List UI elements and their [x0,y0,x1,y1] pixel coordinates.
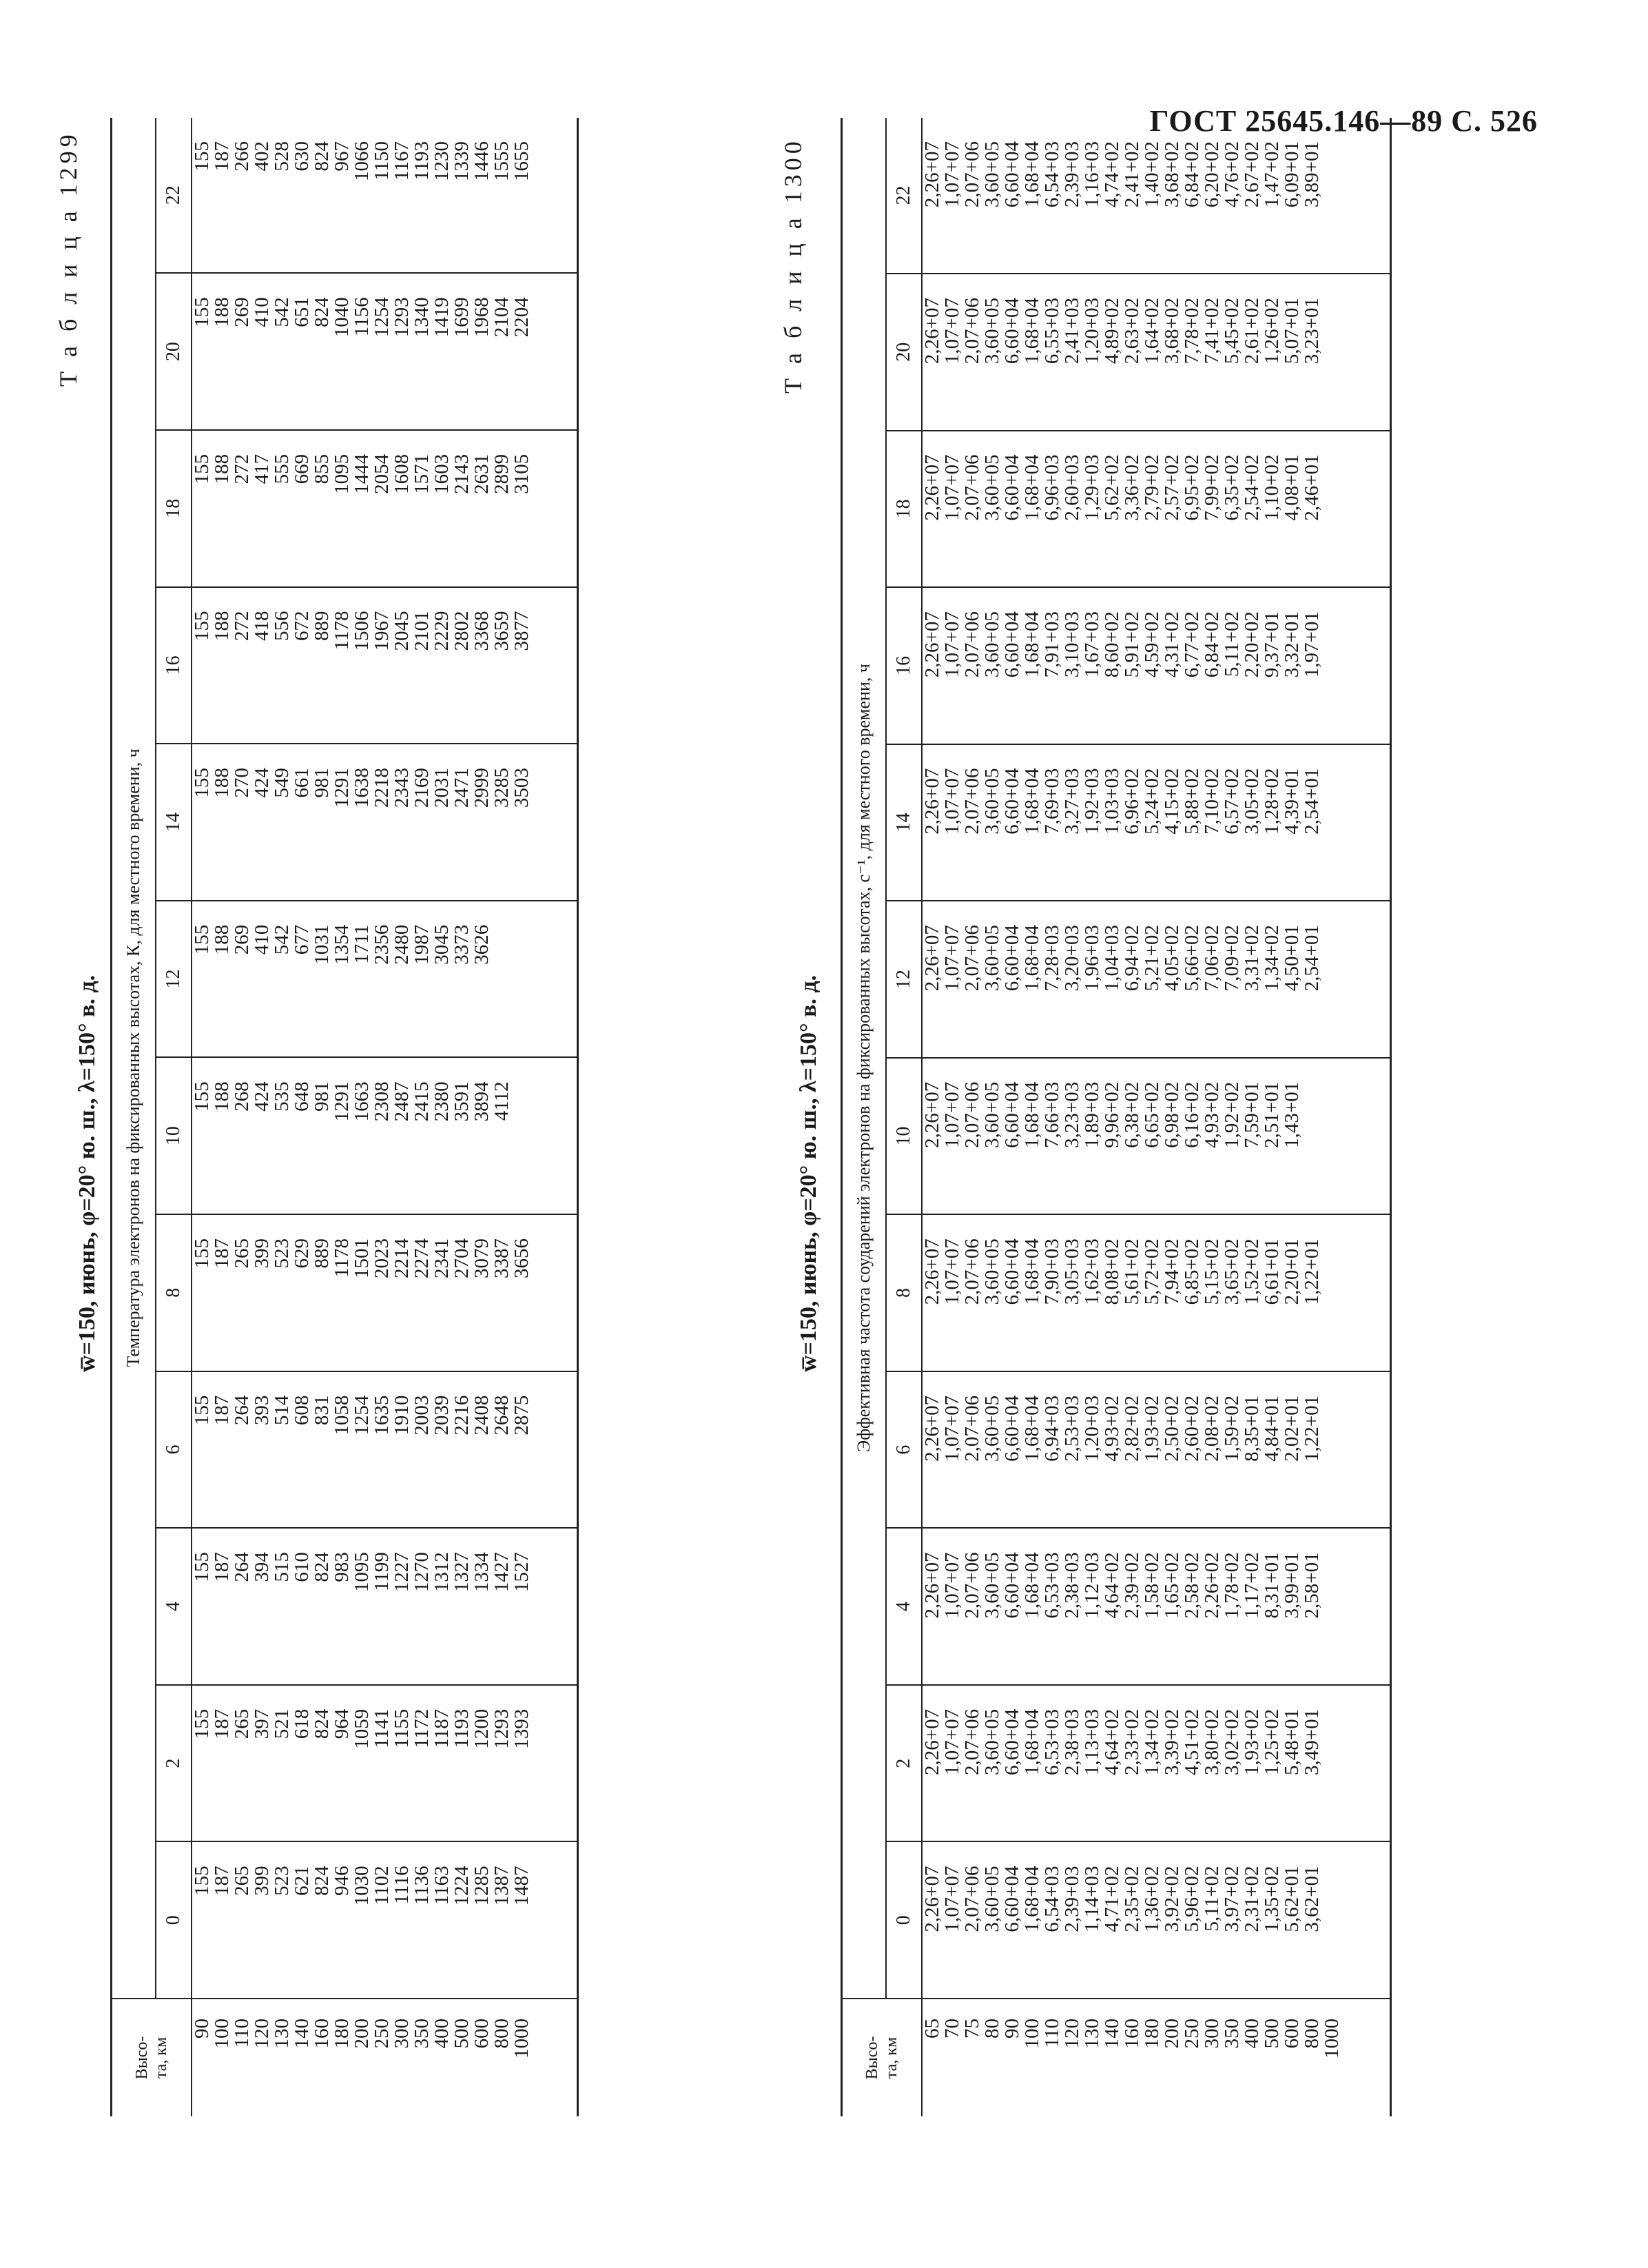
value-column: 2,26+07 1,07+07 2,07+06 3,60+05 6,60+04 1,68+04 6,53+03 2,38+03 1,13+03 4,64+02 2,33+02 1,34+02 3,39+02 4,51+02 3,80+02 3,02+02 1,93+02 1,25+02 5,48+01 3,49+01 [922,1685,1390,1842]
hour-header: 2 [886,1685,922,1842]
hour-header: 16 [156,587,192,744]
value-column: 2,26+07 1,07+07 2,07+06 3,60+05 6,60+04 1,68+04 6,54+03 2,39+03 1,16+03 4,74+02 2,41+02 1,40+02 3,68+02 6,84+02 6,20+02 4,76+02 2,67+02 1,47+02 6,09+01 3,89+01 [922,118,1390,274]
value-column: 155 187 265 397 521 618 824 964 1059 1141 1155 1172 1187 1193 1200 1293 1393 [192,1685,577,1842]
value-column: 155 187 265 399 523 621 824 946 1030 1102 1116 1136 1163 1224 1285 1387 1487 [192,1841,577,1999]
value-column: 155 187 265 399 523 629 889 1178 1501 2023 2214 2274 2341 2704 3079 3387 3656 [192,1214,577,1371]
hour-header: 2 [156,1685,192,1842]
value-column: 155 188 272 417 555 669 855 1095 1444 2054 1608 1571 1603 2143 2631 2899 3105 [192,430,577,587]
hour-header: 18 [156,430,192,587]
hour-header: 12 [156,901,192,1058]
height-header: Высо- та, км [842,1999,923,2116]
value-column: 2,26+07 1,07+07 2,07+06 3,60+05 6,60+04 1,68+04 6,54+03 2,39+03 1,14+03 4,71+02 2,35+02 1,36+02 3,92+02 5,96+02 5,11+02 3,97+02 2,31+02 1,35+02 5,62+01 3,62+01 [922,1841,1390,1999]
hour-header: 14 [886,744,922,901]
hour-header: 18 [886,431,922,588]
hour-header: 8 [156,1214,192,1371]
hour-header: 12 [886,901,922,1058]
heights-column: 90 100 110 120 130 140 160 180 200 250 300 350 400 500 600 800 1000 [192,1999,577,2116]
value-column: 155 187 264 393 514 608 831 1058 1254 1635 1910 2003 2039 2216 2408 2648 2875 [192,1371,577,1529]
value-column: 2,26+07 1,07+07 2,07+06 3,60+05 6,60+04 1,68+04 6,53+03 2,38+03 1,12+03 4,64+02 2,39+02 1,58+02 1,65+02 2,58+02 2,26+02 1,78+02 1,17+02 8,31+01 3,99+01 2,58+01 [922,1528,1390,1685]
hour-header: 16 [886,587,922,744]
hour-header: 22 [886,118,922,274]
hour-header: 0 [156,1841,192,1999]
hour-header: 10 [156,1057,192,1214]
hour-header: 8 [886,1214,922,1371]
value-column: 155 188 270 424 549 661 981 1291 1638 2218 2343 2169 2031 2471 2999 3285 3503 [192,744,577,901]
hour-header: 6 [156,1371,192,1529]
value-column: 155 188 268 424 535 648 981 1291 1663 2308 2487 2415 2380 3591 3894 4112 [192,1057,577,1214]
hour-header: 4 [886,1528,922,1685]
value-column: 2,26+07 1,07+07 2,07+06 3,60+05 6,60+04 1,68+04 7,28+03 3,20+03 1,96+03 1,04+03 6,94+02 5,21+02 4,05+02 5,66+02 7,06+02 7,09+02 3,31+02 1,34+02 4,50+01 2,54+01 [922,901,1390,1058]
table-1299-subtitle: Температура электронов на фиксированных высотах, К, для местного времени, ч [112,118,156,1999]
hour-header: 4 [156,1528,192,1685]
height-header: Высо- та, км [112,1999,192,2116]
value-column: 155 188 269 410 542 651 824 1040 1156 1254 1293 1340 1419 1699 1968 2104 2204 [192,273,577,430]
value-column: 2,26+07 1,07+07 2,07+06 3,60+05 6,60+04 1,68+04 7,69+03 3,27+03 1,92+03 1,03+03 6,96+02 5,24+02 4,15+02 5,88+02 7,10+02 6,57+02 3,05+02 1,28+02 4,39+01 2,54+01 [922,744,1390,901]
value-column: 2,26+07 1,07+07 2,07+06 3,60+05 6,60+04 1,68+04 7,91+03 3,10+03 1,67+03 8,60+02 5,91+02 4,59+02 4,31+02 6,77+02 6,84+02 5,11+02 2,20+02 9,37+01 3,32+01 1,97+01 [922,587,1390,744]
value-column: 2,26+07 1,07+07 2,07+06 3,60+05 6,60+04 1,68+04 7,66+03 3,23+03 1,89+03 9,96+02 6,38+02 6,65+02 6,98+02 6,16+02 4,93+02 1,92+02 7,59+01 2,51+01 1,43+01 [922,1058,1390,1215]
hour-header: 10 [886,1058,922,1215]
value-column: 155 188 272 418 556 672 889 1178 1506 1967 2045 2101 2229 2802 3368 3659 3877 [192,587,577,744]
hour-header: 14 [156,744,192,901]
value-column: 155 188 269 410 542 677 1031 1354 1711 2356 2480 1987 3045 3373 3626 [192,901,577,1058]
value-column: 2,26+07 1,07+07 2,07+06 3,60+05 6,60+04 1,68+04 6,94+03 2,53+03 1,20+03 4,93+02 2,82+02 1,93+02 2,50+02 2,60+02 2,08+02 1,59+02 8,35+01 4,84+01 2,02+01 1,22+01 [922,1371,1390,1529]
table-1300-subtitle: Эффективная частота соударений электронов на фиксированных высотах, с⁻¹, для местного времени, ч [842,118,887,1999]
hour-header: 20 [156,273,192,430]
value-column: 2,26+07 1,07+07 2,07+06 3,60+05 6,60+04 1,68+04 6,96+03 2,60+03 1,29+03 5,62+02 3,36+02 2,79+02 2,57+02 6,95+02 7,99+02 6,35+02 2,54+02 1,10+02 4,08+01 2,46+01 [922,431,1390,588]
value-column: 2,26+07 1,07+07 2,07+06 3,60+05 6,60+04 1,68+04 7,90+03 3,05+03 1,62+03 8,08+02 5,61+02 5,72+02 7,94+02 6,85+02 5,15+02 3,65+02 1,52+02 6,61+01 2,20+01 1,22+01 [922,1214,1390,1371]
hour-header: 6 [886,1371,922,1529]
table-1299-label: Т а б л и ц а 1299 [54,130,82,387]
value-column: 2,26+07 1,07+07 2,07+06 3,60+05 6,60+04 1,68+04 6,55+03 2,41+03 1,20+03 4,89+02 2,63+02 1,64+02 3,68+02 7,78+02 7,41+02 5,45+02 2,61+02 1,26+02 5,07+01 3,23+01 [922,274,1390,431]
table-1300-label: Т а б л и ц а 1300 [779,137,807,394]
table-1300-caption: w̅=150, июнь, φ=20° ю. ш., λ=150° в. д. [796,974,821,1372]
value-column: 155 187 266 402 528 630 824 967 1066 1150 1167 1193 1230 1339 1446 1555 1655 [192,118,577,273]
hour-header: 0 [886,1841,922,1999]
table-1299-caption: w̅=150, июнь, φ=20° ю. ш., λ=150° в. д. [74,974,100,1372]
heights-column: 65 70 75 80 90 100 110 120 130 140 160 180 200 250 300 350 400 500 600 800 1000 [922,1999,1390,2116]
hour-header: 20 [886,274,922,431]
hour-header: 22 [156,118,192,273]
page-header: ГОСТ 25645.146—89 С. 526 [1149,104,1538,138]
value-column: 155 187 264 394 515 610 824 983 1095 1199 1227 1270 1312 1327 1334 1427 1527 [192,1528,577,1685]
